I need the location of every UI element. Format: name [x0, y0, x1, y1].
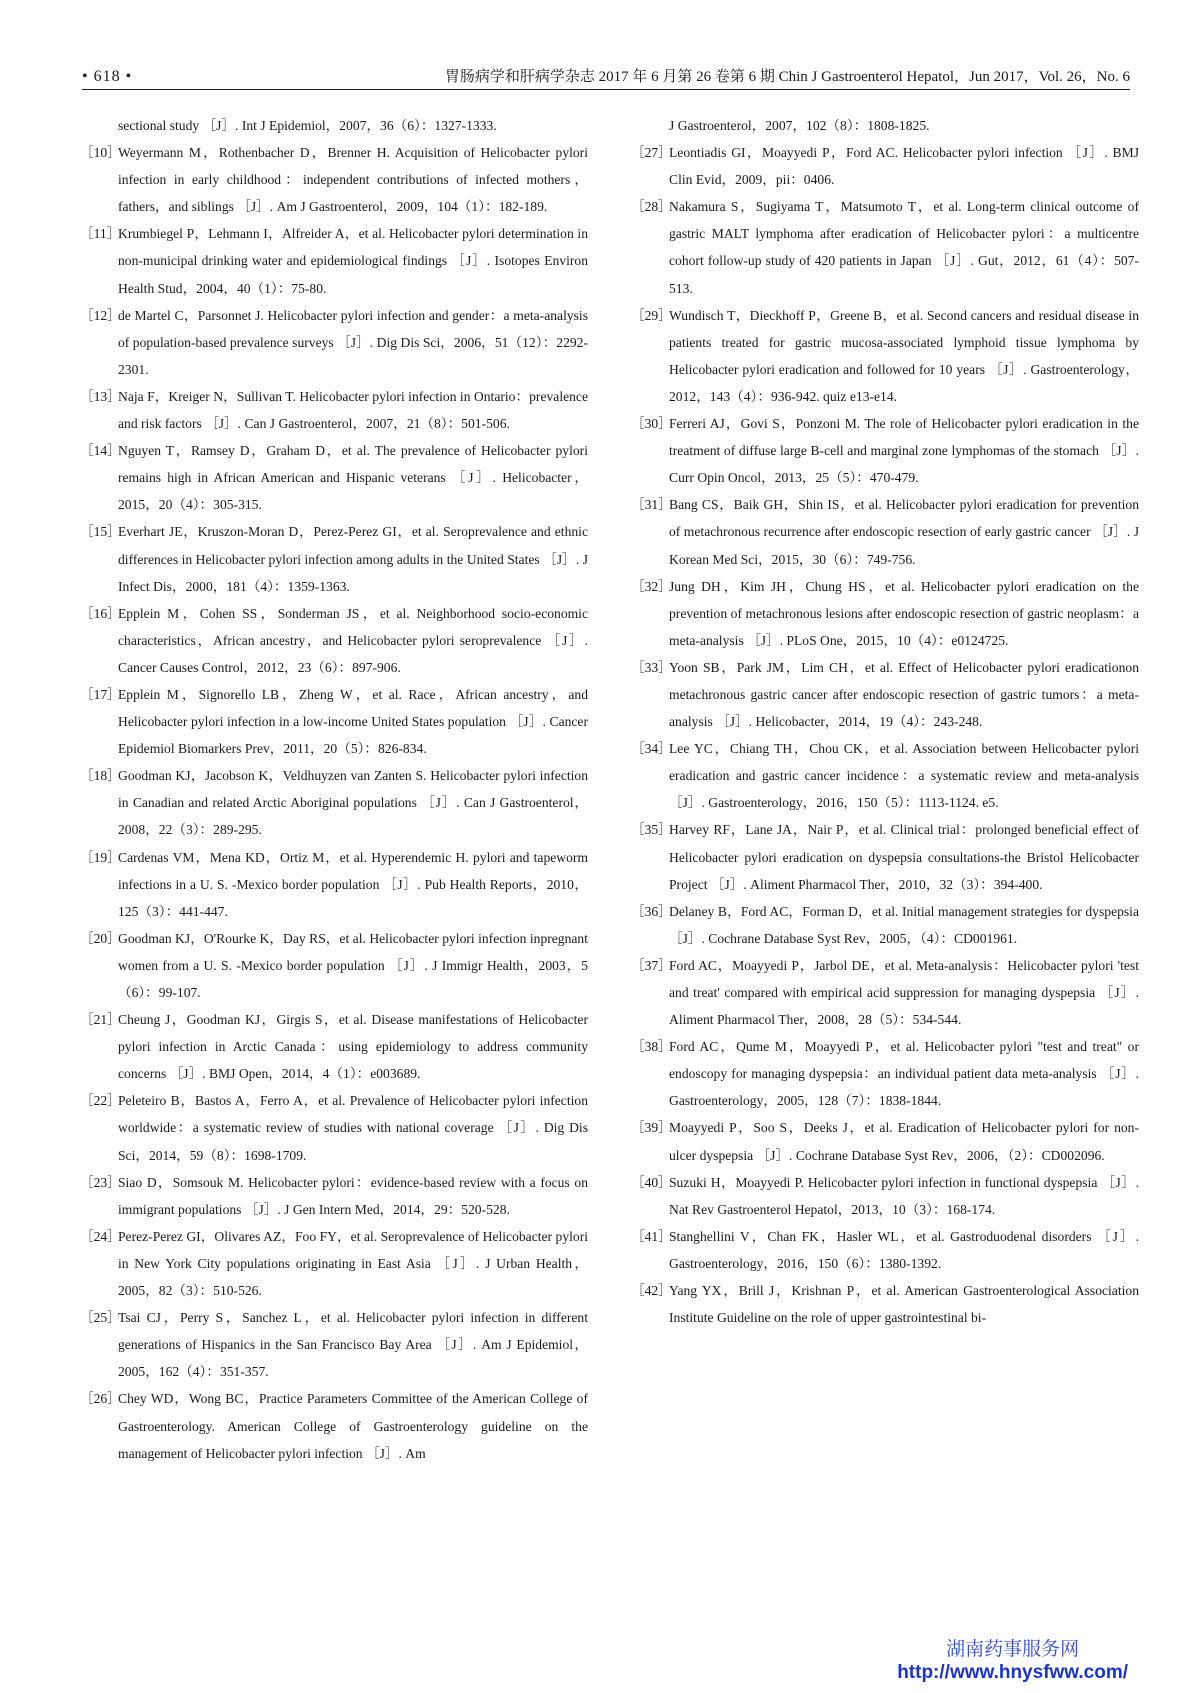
reference-text: Moayyedi P，Soo S，Deeks J，et al. Eradication of Helicobacter pylori for non-ulcer dyspepsia ［J］. Cochrane Database Syst Rev，2006，（2）：CD002096.: [669, 1120, 1139, 1163]
reference-number: ［22］: [80, 1093, 121, 1109]
reference-text: Wundisch T，Dieckhoff P，Greene B，et al. Second cancers and residual disease in patients treated for gastric mucosa-associated lymphoid tissue lymphoma by Helicobacter pylori eradication and followed for 10 years ［J］. Gastroenterology，2012，143（4）：936-942. quiz e13-e14.: [669, 307, 1139, 404]
reference-text: Suzuki H，Moayyedi P. Helicobacter pylori infection in functional dyspepsia ［J］. Nat Rev Gastroenterol Hepatol，2013，10（3）：168-174.: [669, 1174, 1139, 1217]
reference-text: Lee YC，Chiang TH，Chou CK，et al. Association between Helicobacter pylori eradication and gastric cancer incidence：a systematic review and meta-analysis ［J］. Gastroenterology，2016，150（5）：1113-1124. e5.: [669, 741, 1139, 811]
reference-number: ［25］: [80, 1310, 121, 1326]
reference-entry: [80, 844, 588, 925]
reference-text: Perez-Perez GI，Olivares AZ，Foo FY，et al. Seroprevalence of Helicobacter pylori in New York City populations originating in East Asia ［J］. J Urban Health，2005，82（3）：510-526.: [118, 1228, 588, 1299]
reference-text: Cheung J，Goodman KJ，Girgis S，et al. Disease manifestations of Helicobacter pylori infection in Arctic Canada：using epidemiology to address community concerns ［J］. BMJ Open，2014，4（1）：e003689.: [118, 1012, 588, 1082]
reference-text: Goodman KJ，O'Rourke K，Day RS，et al. Helicobacter pylori infection inpregnant women from a U. S. -Mexico border population ［J］. J Immigr Health，2003，5（6）：99-107.: [118, 930, 588, 1000]
reference-number: ［23］: [80, 1174, 121, 1190]
journal-citation-line: 胃肠病学和肝病学杂志 2017 年 6 月第 26 卷第 6 期 Chin J Gastroenterol Hepatol，Jun 2017，Vol. 26，No. 6: [444, 69, 1130, 85]
reference-entry: [631, 1114, 1139, 1168]
reference-number: ［26］: [80, 1391, 121, 1407]
reference-number: ［37］: [631, 957, 672, 973]
reference-entry: [631, 654, 1139, 735]
reference-entry: [631, 898, 1139, 952]
reference-entry: [80, 220, 588, 301]
reference-number: ［18］: [80, 768, 121, 784]
reference-text: de Martel C，Parsonnet J. Helicobacter pylori infection and gender：a meta-analysis of population-based prevalence surveys ［J］. Dig Dis Sci，2006，51（12）：2292-2301.: [118, 307, 588, 377]
reference-text: Yoon SB，Park JM，Lim CH，et al. Effect of Helicobacter pylori eradicationon metachronous gastric cancer after endoscopic resection of gastric tumors：a meta-analysis ［J］. Helicobacter，2014，19（4）：243-248.: [669, 659, 1139, 730]
reference-number: ［19］: [80, 849, 121, 865]
reference-entry: [631, 491, 1139, 572]
reference-number: ［14］: [80, 443, 121, 459]
reference-number: ［30］: [631, 416, 672, 432]
reference-text: Ford AC，Moayyedi P，Jarbol DE，et al. Meta-analysis：Helicobacter pylori 'test and treat' compared with empirical acid suppression for managing dyspepsia ［J］. Aliment Pharmacol Ther，2008，28（5）：534-544.: [669, 957, 1139, 1028]
reference-number: ［33］: [631, 659, 672, 675]
reference-text: Ferreri AJ，Govi S，Ponzoni M. The role of Helicobacter pylori eradication in the treatment of diffuse large B-cell and marginal zone lymphomas of the stomach ［J］. Curr Opin Oncol，2013，25（5）：470-479.: [669, 416, 1139, 486]
reference-text: Stanghellini V，Chan FK，Hasler WL，et al. Gastroduodenal disorders ［J］. Gastroenterology，2016，150（6）：1380-1392.: [669, 1228, 1139, 1271]
reference-continuation: sectional study ［J］. Int J Epidemiol，2007，36（6）：1327-1333.: [118, 118, 497, 133]
reference-entry: [80, 139, 588, 220]
reference-number: ［39］: [631, 1120, 672, 1136]
reference-number: ［32］: [631, 578, 672, 594]
reference-text: Bang CS，Baik GH，Shin IS，et al. Helicobacter pylori eradication for prevention of metachronous recurrence after endoscopic resection of early gastric cancer ［J］. J Korean Med Sci，2015，30（6）：749-756.: [669, 497, 1139, 567]
reference-entry: [631, 952, 1139, 1033]
reference-text: Jung DH，Kim JH，Chung HS，et al. Helicobacter pylori eradication on the prevention of metachronous lesions after endoscopic resection of gastric neoplasm：a meta-analysis ［J］. PLoS One，2015，10（4）：e0124725.: [669, 578, 1139, 648]
reference-entry: [631, 1033, 1139, 1114]
reference-text: Weyermann M，Rothenbacher D，Brenner H. Acquisition of Helicobacter pylori infection in early childhood：independent contributions of infected mothers，fathers，and siblings ［J］. Am J Gastroenterol，2009，104（1）：182-189.: [118, 145, 588, 215]
reference-number: ［36］: [631, 903, 672, 919]
reference-number: ［17］: [80, 686, 121, 702]
reference-number: ［13］: [80, 388, 121, 404]
reference-number: ［42］: [631, 1283, 672, 1299]
reference-text: Nakamura S，Sugiyama T，Matsumoto T，et al. Long-term clinical outcome of gastric MALT lymphoma after eradication of Helicobacter pylori：a multicentre cohort follow-up study of 420 patients in Japan ［J］. Gut，2012，61（4）：507-513.: [669, 199, 1139, 296]
reference-text: Peleteiro B，Bastos A，Ferro A，et al. Prevalence of Helicobacter pylori infection worldwide：a systematic review of studies with national coverage ［J］. Dig Dis Sci，2014，59（8）：1698-1709.: [118, 1093, 588, 1163]
reference-entry: [631, 1169, 1139, 1223]
reference-entry: [80, 681, 588, 762]
reference-number: ［24］: [80, 1228, 121, 1244]
reference-entry: [80, 925, 588, 1006]
reference-entry: [631, 816, 1139, 897]
reference-entry: [80, 302, 588, 383]
reference-number: ［21］: [80, 1012, 121, 1028]
reference-text: Chey WD，Wong BC，Practice Parameters Committee of the American College of Gastroenterology. American College of Gastroenterology guideline on the management of Helicobacter pylori infection ［J］. Am: [118, 1391, 588, 1461]
reference-text: Leontiadis GI，Moayyedi P，Ford AC. Helicobacter pylori infection ［J］. BMJ Clin Evid，2009，pii：0406.: [669, 145, 1139, 188]
reference-number: ［28］: [631, 199, 672, 215]
reference-entry: [80, 762, 588, 843]
reference-number: ［29］: [631, 307, 672, 323]
reference-number: ［34］: [631, 741, 672, 757]
reference-entry: [80, 1304, 588, 1385]
reference-number: ［38］: [631, 1039, 672, 1055]
reference-entry: [631, 735, 1139, 816]
reference-entry: [631, 302, 1139, 410]
reference-number: ［27］: [631, 145, 672, 161]
reference-entry: [631, 573, 1139, 654]
reference-entry: [80, 600, 588, 681]
reference-number: ［31］: [631, 497, 672, 513]
reference-number: ［12］: [80, 307, 121, 323]
site-name: 湖南药事服务网: [946, 1638, 1080, 1660]
reference-number: ［15］: [80, 524, 121, 540]
reference-text: Harvey RF，Lane JA，Nair P，et al. Clinical trial：prolonged beneficial effect of Helicobacter pylori eradication on dyspepsia consultations-the Bristol Helicobacter Project ［J］. Aliment Pharmacol Ther，2010，32（3）：394-400.: [669, 822, 1139, 892]
reference-number: ［10］: [80, 145, 121, 161]
reference-entry: [80, 383, 588, 437]
reference-entry: [631, 193, 1139, 301]
reference-text: Epplein M，Signorello LB，Zheng W，et al. Race，African ancestry，and Helicobacter pylori infection in a low-income United States population ［J］. Cancer Epidemiol Biomarkers Prev，2011，20（5）：826-834.: [118, 686, 588, 757]
running-header: [82, 60, 1130, 90]
reference-text: Ford AC，Qume M，Moayyedi P，et al. Helicobacter pylori "test and treat" or endoscopy for managing dyspepsia：an individual patient data meta-analysis ［J］. Gastroenterology，2005，128（7）：1838-1844.: [669, 1039, 1139, 1109]
reference-number: ［41］: [631, 1228, 672, 1244]
reference-text: Cardenas VM，Mena KD，Ortiz M，et al. Hyperendemic H. pylori and tapeworm infections in a U. S. -Mexico border population ［J］. Pub Health Reports，2010，125（3）：441-447.: [118, 849, 588, 919]
reference-text: Nguyen T，Ramsey D，Graham D，et al. The prevalence of Helicobacter pylori remains high in African American and Hispanic veterans ［J］. Helicobacter，2015，20（4）：305-315.: [118, 443, 588, 513]
reference-entry: [80, 1385, 588, 1466]
reference-number: ［40］: [631, 1174, 672, 1190]
reference-column-right: [631, 112, 1139, 1331]
reference-text: Tsai CJ，Perry S，Sanchez L，et al. Helicobacter pylori infection in different generations of Hispanics in the San Francisco Bay Area ［J］. Am J Epidemiol，2005，162（4）：351-357.: [118, 1310, 588, 1380]
reference-text: Krumbiegel P，Lehmann I，Alfreider A，et al. Helicobacter pylori determination in non-municipal drinking water and epidemiological findings ［J］. Isotopes Environ Health Stud，2004，40（1）：75-80.: [118, 226, 588, 296]
reference-entry: [631, 1223, 1139, 1277]
reference-text: Delaney B，Ford AC，Forman D，et al. Initial management strategies for dyspepsia ［J］. Cochrane Database Syst Rev，2005，（4）：CD001961.: [669, 903, 1139, 946]
reference-continuation: J Gastroenterol，2007，102（8）：1808-1825.: [669, 118, 930, 133]
reference-entry: [80, 518, 588, 599]
reference-number: ［20］: [80, 930, 121, 946]
reference-text: Everhart JE，Kruszon-Moran D，Perez-Perez GI，et al. Seroprevalence and ethnic differences in Helicobacter pylori infection among adults in the United States ［J］. J Infect Dis，2000，181（4）：1359-1363.: [118, 524, 588, 594]
reference-number: ［35］: [631, 822, 672, 838]
reference-number: ［16］: [80, 605, 121, 621]
site-url-link[interactable]: http://www.hnysfww.com/: [897, 1662, 1128, 1683]
reference-text: Epplein M，Cohen SS，Sonderman JS，et al. Neighborhood socio-economic characteristics，African ancestry，and Helicobacter pylori seroprevalence ［J］. Cancer Causes Control，2012，23（6）：897-906.: [118, 605, 588, 675]
reference-entry: [80, 437, 588, 518]
reference-entry: [631, 1277, 1139, 1331]
reference-text: Goodman KJ，Jacobson K，Veldhuyzen van Zanten S. Helicobacter pylori infection in Canadian and related Arctic Aboriginal populations ［J］. Can J Gastroenterol，2008，22（3）：289-295.: [118, 768, 588, 838]
reference-number: ［11］: [80, 226, 121, 242]
reference-entry: [80, 1087, 588, 1168]
watermark-footer: [897, 1637, 1128, 1685]
reference-column-left: [80, 112, 588, 1467]
reference-text: Yang YX，Brill J，Krishnan P，et al. American Gastroenterological Association Institute Guideline on the role of upper gastrointestinal bi-: [669, 1283, 1139, 1326]
reference-text: Naja F，Kreiger N，Sullivan T. Helicobacter pylori infection in Ontario：prevalence and risk factors ［J］. Can J Gastroenterol，2007，21（8）：501-506.: [118, 388, 588, 432]
reference-entry: [80, 1223, 588, 1304]
reference-entry: [80, 1006, 588, 1087]
reference-entry: [631, 139, 1139, 193]
reference-entry: [80, 1169, 588, 1223]
reference-text: Siao D，Somsouk M. Helicobacter pylori：evidence-based review with a focus on immigrant populations ［J］. J Gen Intern Med，2014，29：520-528.: [118, 1174, 588, 1217]
page-number: • 618 •: [82, 68, 133, 85]
reference-entry: [631, 410, 1139, 491]
